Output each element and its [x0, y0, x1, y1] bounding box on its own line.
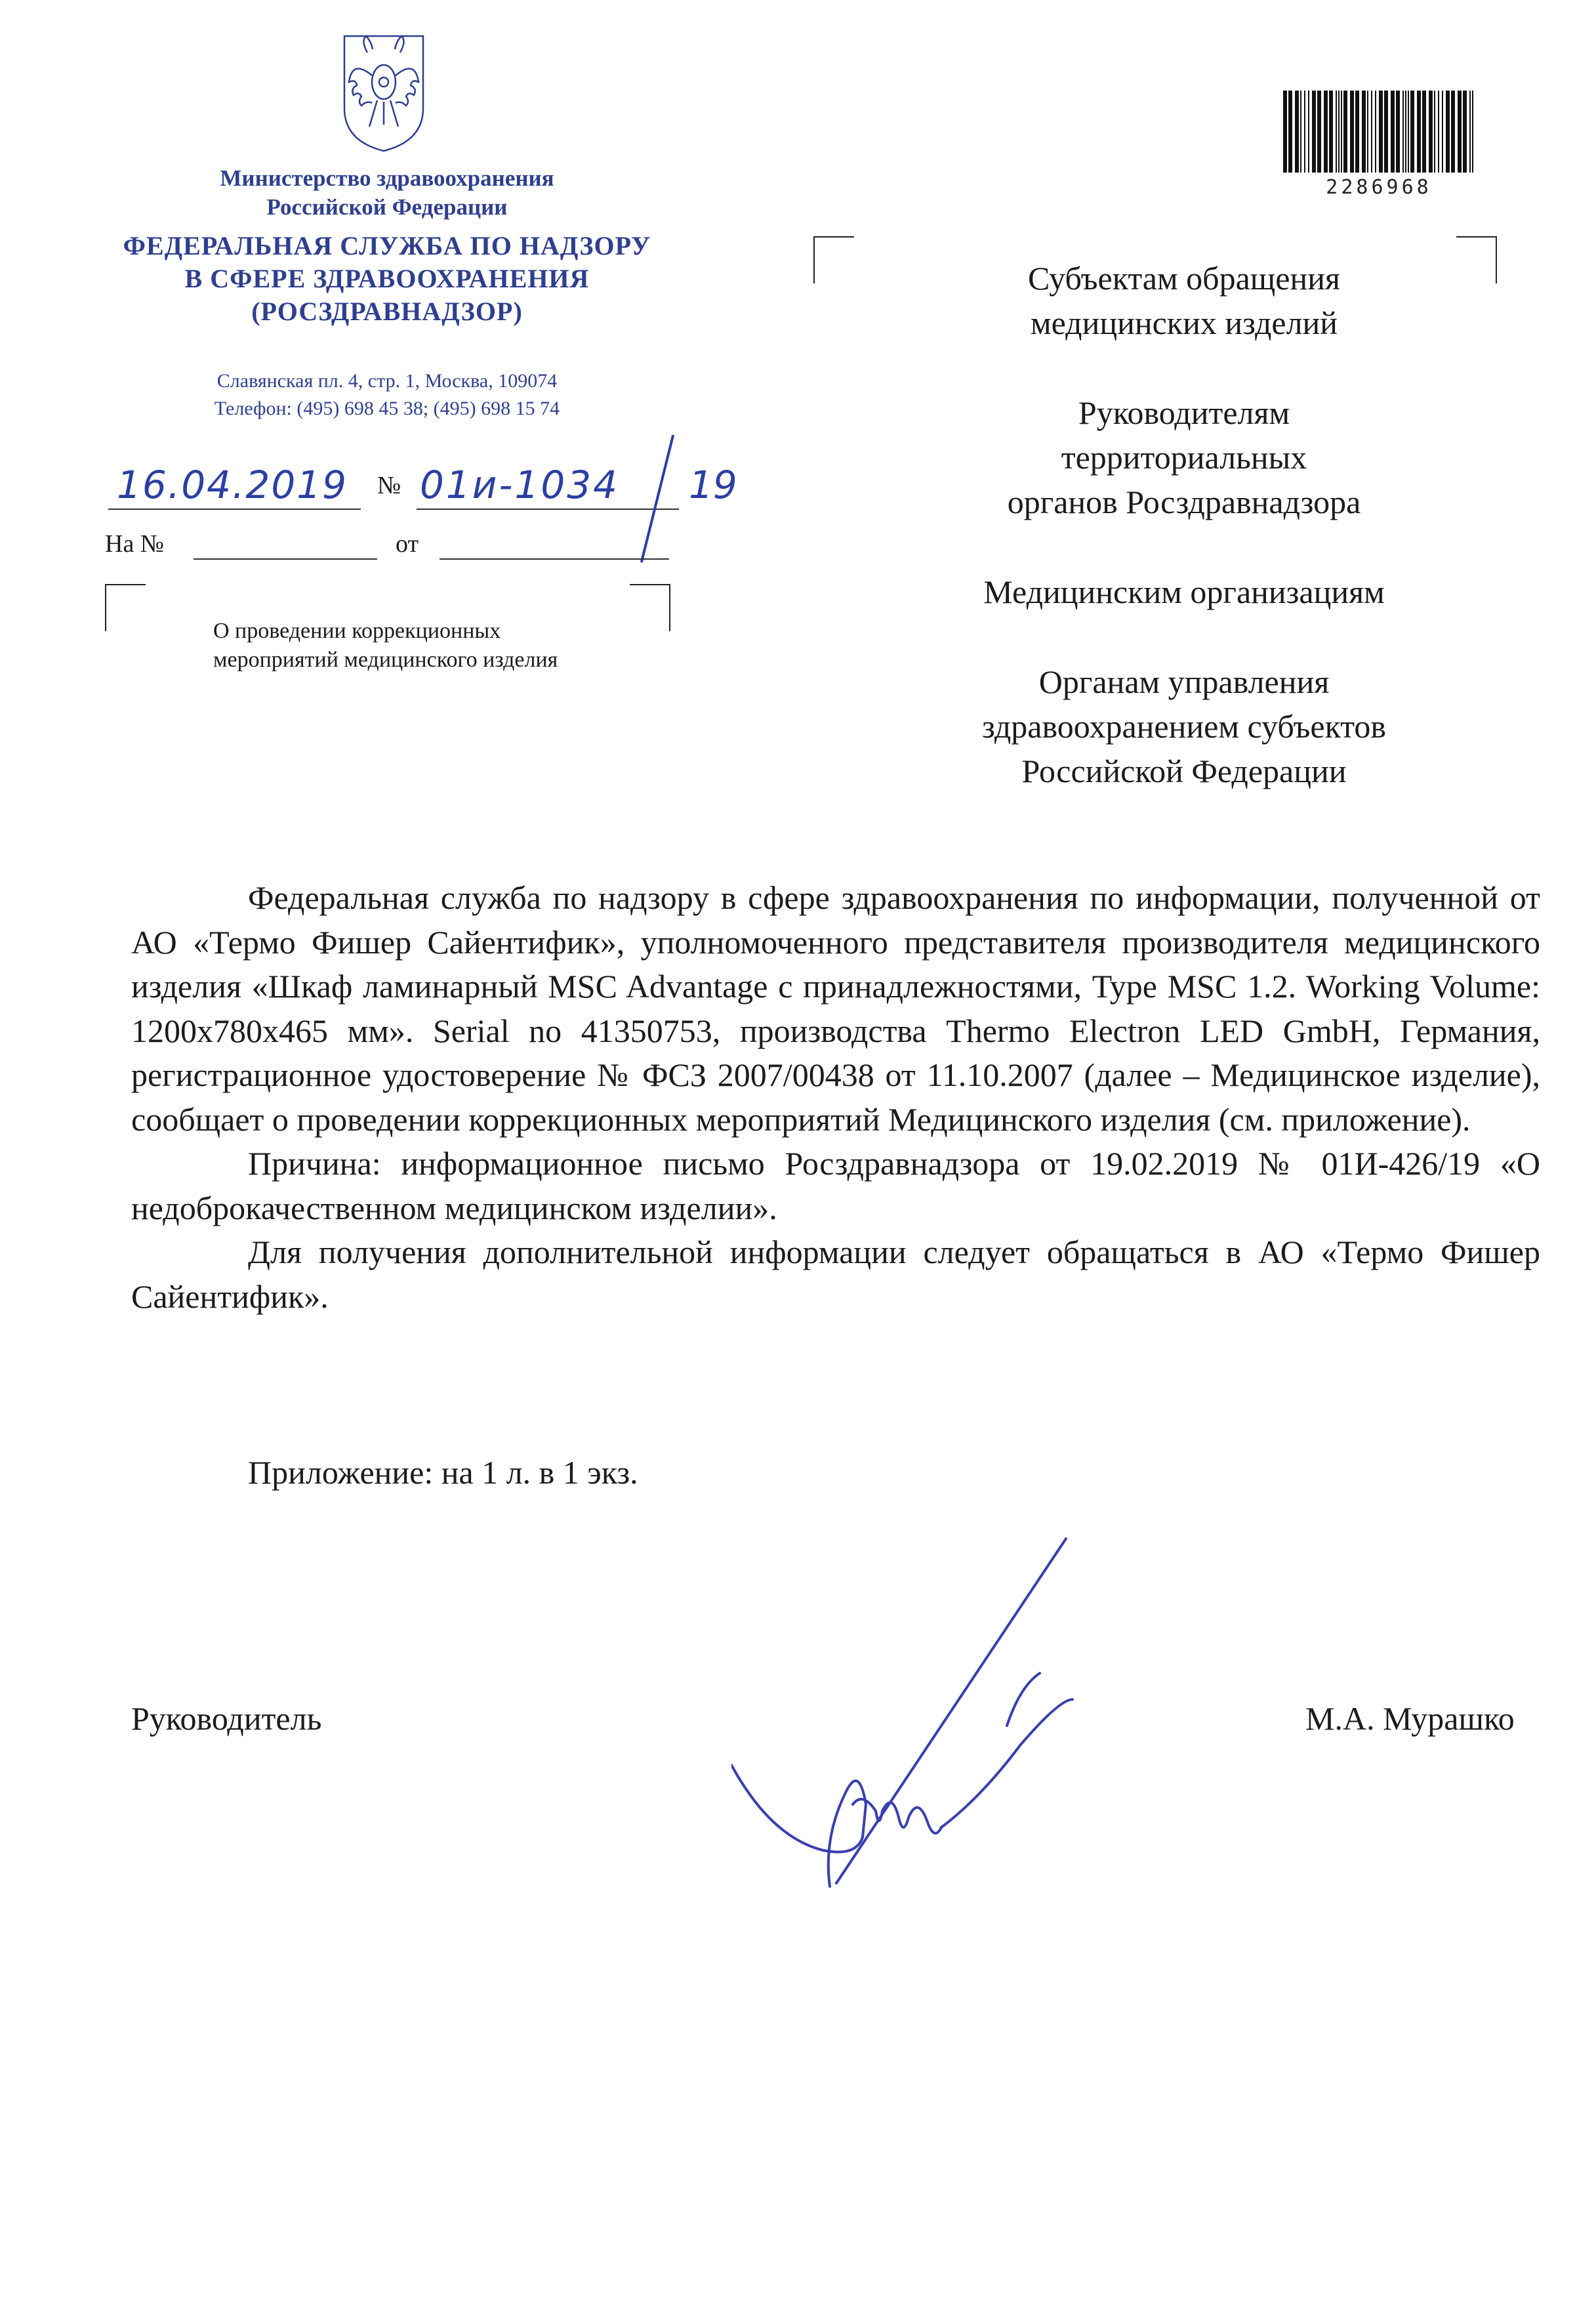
- recipient: Руководителям территориальных органов Росздравнадзора: [1007, 394, 1361, 520]
- barcode-bar: [1341, 91, 1342, 173]
- barcode-bar: [1336, 91, 1337, 173]
- body-paragraph: Причина: информационное письмо Росздравнадзора от 19.02.2019 № 01И-426/19 «О недоброкачественном медицинском изделии».: [131, 1145, 1540, 1226]
- barcode-bar: [1451, 91, 1455, 173]
- barcode-bar: [1408, 91, 1409, 173]
- number-sign: №: [377, 472, 401, 499]
- barcode-bar: [1384, 91, 1388, 173]
- outgoing-number-suffix: 19: [689, 463, 737, 507]
- barcode-bar: [1458, 91, 1462, 173]
- barcode-bar: [1379, 91, 1383, 173]
- signatory-title: Руководитель: [131, 1700, 322, 1737]
- barcode-bar: [1429, 91, 1433, 173]
- barcode: [1280, 91, 1477, 176]
- barcode-bar: [1355, 91, 1359, 173]
- corner-mark: [630, 584, 670, 631]
- signatory-name: М.А. Мурашко: [1305, 1700, 1515, 1737]
- corner-mark: [105, 584, 146, 631]
- barcode-bar: [1329, 91, 1333, 173]
- barcode-bar: [1472, 91, 1473, 173]
- barcode-bar: [1396, 91, 1400, 173]
- barcode-bar: [1317, 91, 1321, 173]
- barcode-bar: [1367, 91, 1368, 173]
- barcode-bar: [1434, 91, 1435, 173]
- service-name: ФЕДЕРАЛЬНАЯ СЛУЖБА ПО НАДЗОРУ В СФЕРЕ ЗДРАВООХРАНЕНИЯ (РОСЗДРАВНАДЗОР): [123, 231, 651, 326]
- reference-number-line: [194, 558, 377, 560]
- barcode-bar: [1312, 91, 1316, 173]
- barcode-bar: [1422, 91, 1426, 173]
- outgoing-date: 16.04.2019: [117, 463, 348, 507]
- barcode-bar: [1338, 91, 1340, 173]
- barcode-bar: [1402, 91, 1404, 173]
- barcode-bar: [1446, 91, 1450, 173]
- reference-date-line: [440, 558, 669, 560]
- barcode-bar: [1304, 91, 1305, 173]
- reference-from-label: от: [396, 530, 419, 558]
- recipient: Медицинским организациям: [983, 573, 1385, 610]
- barcode-bar: [1300, 91, 1301, 173]
- barcode-bar: [1288, 91, 1292, 173]
- recipients-block: [905, 256, 1463, 839]
- barcode-bar: [1362, 91, 1366, 173]
- recipient: Субъектам обращения медицинских изделий: [1028, 260, 1340, 341]
- barcode-bar: [1343, 91, 1347, 173]
- letter-subject: О проведении коррекционных мероприятий медицинского изделия: [213, 619, 558, 672]
- date-underline: [108, 509, 361, 510]
- barcode-bar: [1463, 91, 1467, 173]
- barcode-bar: [1375, 91, 1376, 173]
- recipient: Органам управления здравоохранением субъектов Российской Федерации: [981, 663, 1387, 789]
- barcode-bar: [1283, 91, 1287, 173]
- barcode-bar: [1438, 91, 1439, 173]
- barcode-bar: [1295, 91, 1299, 173]
- barcode-bar: [1371, 91, 1372, 173]
- barcode-bar: [1350, 91, 1354, 173]
- body-paragraph: Федеральная служба по надзору в сфере здравоохранения по информации, полученной от АО «Термо Фишер Сайентифик», уполномоченного представителя производителя медицинского изделия «Шкаф ламинарный MSC Advantage с принадлежностями, Type MSC 1.2. Working Volume: 1200x780x465 мм». Serial no 41350753, производства Thermo Electron LED GmbH, Германия, регистрационное удостоверение № ФСЗ 2007/00438 от 11.10.2007 (далее – Медицинское изделие), сообщает о проведении коррекционных мероприятий Медицинского изделия (см. приложение).: [131, 879, 1540, 1138]
- corner-mark: [813, 236, 854, 283]
- number-slash: [640, 434, 674, 562]
- barcode-bar: [1417, 91, 1421, 173]
- barcode-bar: [1410, 91, 1414, 173]
- barcode-bar: [1308, 91, 1309, 173]
- address: Славянская пл. 4, стр. 1, Москва, 109074: [216, 370, 558, 392]
- barcode-bar: [1469, 91, 1471, 173]
- coat-of-arms-icon: [331, 30, 436, 154]
- reference-label: На №: [105, 530, 165, 558]
- barcode-bar: [1405, 91, 1406, 173]
- barcode-bar: [1391, 91, 1395, 173]
- body-paragraph: Для получения дополнительной информации следует обращаться в АО «Термо Фишер Сайентифик».: [131, 1234, 1540, 1315]
- barcode-bar: [1442, 91, 1443, 173]
- barcode-bar: [1324, 91, 1328, 173]
- letter-body: [131, 876, 1540, 1319]
- phone: Телефон: (495) 698 45 38; (495) 698 15 74: [214, 398, 560, 419]
- barcode-number: 2286968: [1326, 176, 1432, 199]
- handwritten-signature: [731, 1529, 1099, 1896]
- number-underline: [417, 509, 679, 510]
- appendix-note: Приложение: на 1 л. в 1 экз.: [248, 1454, 638, 1491]
- outgoing-number: 01и-1034: [420, 463, 620, 507]
- ministry-name: Министерство здравоохранения Российской Федерации: [220, 165, 554, 220]
